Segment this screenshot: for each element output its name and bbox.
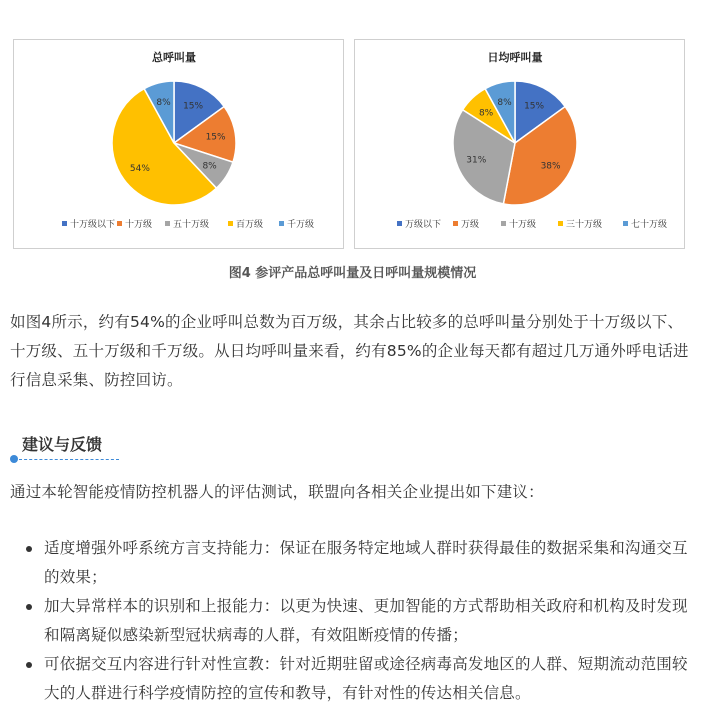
legend-label: 万级以下 [405,220,442,230]
legend-label: 十万级以下 [70,220,116,230]
legend-label: 十万级 [509,220,537,230]
list-item [10,592,695,650]
legend-label: 万级 [461,220,480,230]
bullet-icon [26,662,32,668]
slice-data-label: 8% [478,108,494,119]
suggestion-list [10,534,695,708]
slice-data-label: 15% [524,101,545,112]
legend-swatch [501,221,506,226]
daily-calls-pie-svg [355,40,684,248]
legend-label: 五十万级 [173,220,210,230]
total-calls-pie-svg [14,40,343,248]
legend-label: 七十万级 [631,220,668,230]
slice-data-label: 15% [205,132,226,143]
slice-data-label: 15% [183,101,204,112]
legend-swatch [397,221,402,226]
legend-swatch [279,221,284,226]
list-item-text: 适度增强外呼系统方言支持能力：保证在服务特定地域人群时获得最佳的数据采集和沟通交互的效果； [44,539,688,586]
section-divider [19,459,119,460]
legend-swatch [165,221,170,226]
paragraph-intro: 通过本轮智能疫情防控机器人的评估测试，联盟向各相关企业提出如下建议： [10,483,544,501]
legend-swatch [228,221,233,226]
slice-data-label: 8% [156,98,171,109]
section-title: 建议与反馈 [22,435,103,454]
legend-label: 三十万级 [566,220,603,230]
section-heading [10,426,310,466]
slice-data-label: 8% [202,161,217,172]
total-calls-chart [13,39,344,249]
list-item [10,650,695,708]
bullet-icon [26,604,32,610]
section-dot-icon [10,455,18,463]
slice-data-label: 31% [466,155,487,166]
chart-title: 日均呼叫量 [487,51,543,64]
list-item-text: 可依据交互内容进行针对性宣教：针对近期驻留或途径病毒高发地区的人群、短期流动范围较大的人群进行科学疫情防控的宣传和教导，有针对性的传达相关信息。 [44,655,688,702]
legend-swatch [453,221,458,226]
legend-label: 百万级 [236,220,264,230]
legend-swatch [62,221,67,226]
paragraph-analysis: 如图4所示，约有54%的企业呼叫总数为百万级，其余占比较多的总呼叫量分别处于十万级以下、十万级、五十万级和千万级。从日均呼叫量来看，约有85%的企业每天都有超过几万通外呼电话进行信息采集、防控回访。 [10,313,689,389]
daily-calls-chart [354,39,685,249]
list-item-text: 加大异常样本的识别和上报能力：以更为快速、更加智能的方式帮助相关政府和机构及时发现和隔离疑似感染新型冠状病毒的人群，有效阻断疫情的传播； [44,597,688,644]
legend-swatch [558,221,563,226]
figure-caption: 图4 参评产品总呼叫量及日呼叫量规模情况 [228,266,477,281]
legend-swatch [117,221,122,226]
legend-label: 十万级 [125,220,153,230]
slice-data-label: 54% [129,163,150,174]
slice-data-label: 38% [540,161,561,172]
list-item [10,534,695,592]
slice-data-label: 8% [497,98,512,109]
legend-swatch [623,221,628,226]
charts-row [13,39,693,249]
chart-title: 总呼叫量 [152,51,196,64]
bullet-icon [26,546,32,552]
legend-label: 千万级 [287,220,315,230]
